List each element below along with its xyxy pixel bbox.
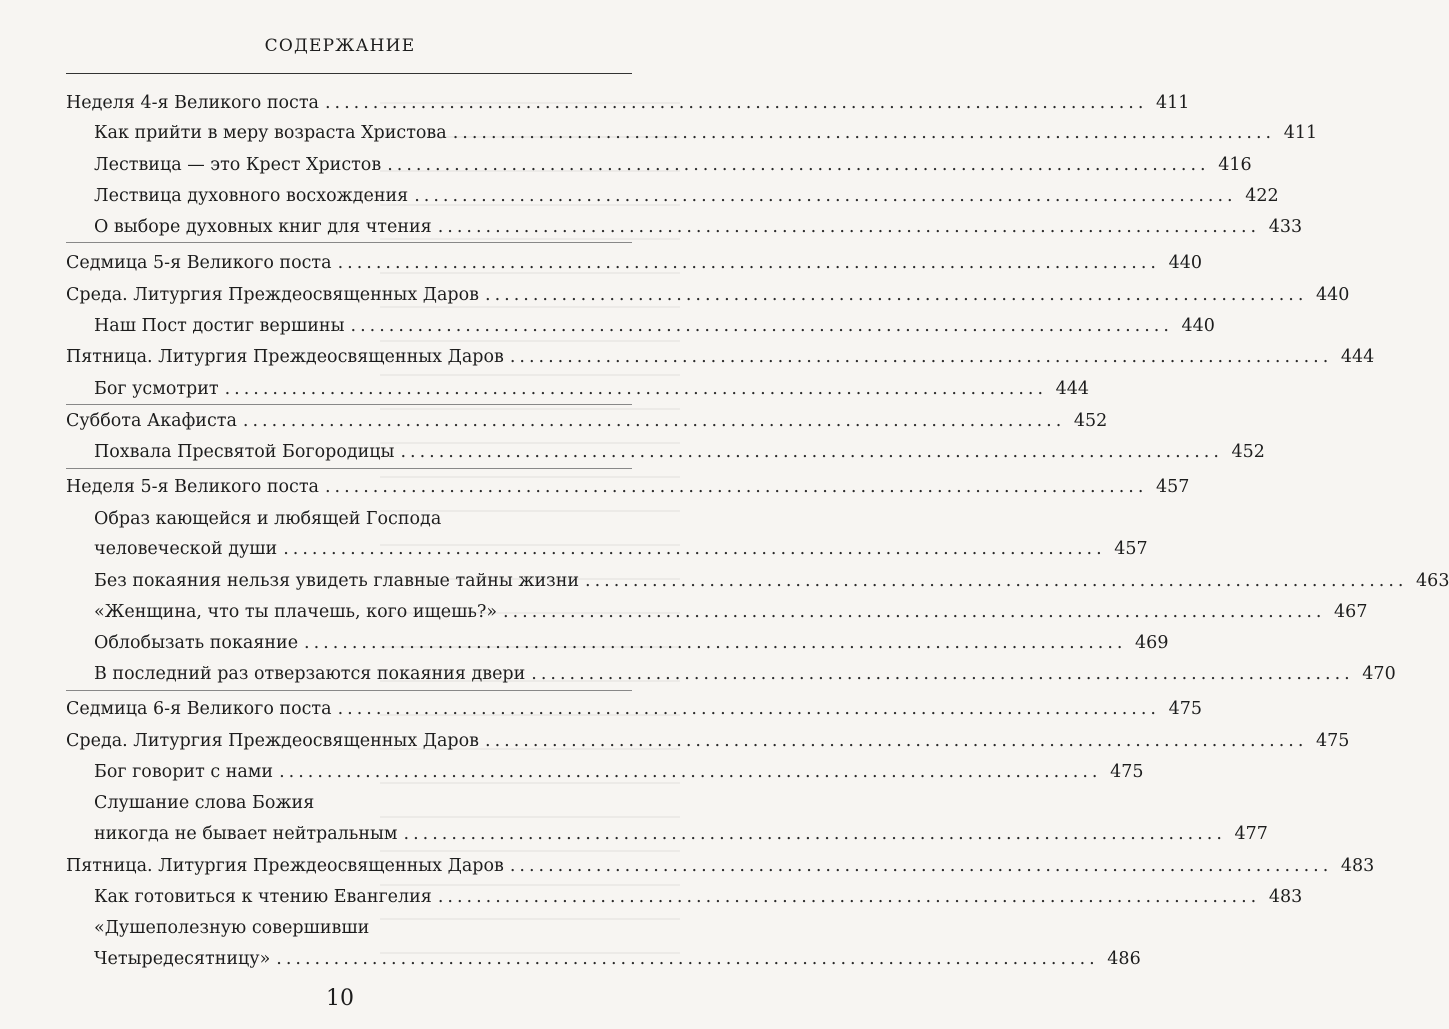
toc-entry-page: 483 bbox=[1268, 887, 1303, 907]
toc-entry-page: 444 bbox=[1340, 347, 1375, 367]
toc-entry bbox=[94, 496, 632, 530]
leader-dots: ...................................................................................... bbox=[224, 379, 1048, 399]
toc-entry bbox=[94, 905, 632, 939]
toc-entry-title: Лествица духовного восхождения bbox=[94, 186, 409, 206]
toc-entry-page: 411 bbox=[1283, 123, 1318, 143]
toc-entry-title: Облобызать покаяние bbox=[94, 633, 299, 653]
toc-entry bbox=[66, 240, 1202, 274]
toc-entry bbox=[94, 142, 1252, 176]
toc-entry-title: Похвала Пресвятой Богородицы bbox=[94, 442, 395, 462]
toc-entry-page: 433 bbox=[1268, 217, 1303, 237]
leader-dots: ...................................................................................... bbox=[531, 664, 1354, 684]
header-rule bbox=[66, 73, 632, 74]
toc-entry-title: человеческой души bbox=[94, 539, 278, 559]
toc-entry-page: 440 bbox=[1316, 285, 1350, 305]
toc-entry-page: 457 bbox=[1155, 477, 1190, 497]
toc-entry-page: 444 bbox=[1055, 379, 1090, 399]
toc-entry-page: 422 bbox=[1245, 186, 1279, 206]
toc-entry bbox=[94, 936, 1141, 970]
toc-entry-title: Бог усмотрит bbox=[94, 379, 219, 399]
toc-entry-title: Среда. Литургия Преждеосвященных Даров bbox=[66, 285, 480, 305]
toc-entry-title: Пятница. Литургия Преждеосвященных Даров bbox=[66, 347, 504, 367]
leader-dots: ...................................................................................... bbox=[276, 949, 1099, 969]
toc-entry-page: 463 bbox=[1416, 571, 1449, 591]
toc-entry bbox=[94, 651, 1396, 685]
toc-entry-page: 486 bbox=[1107, 949, 1141, 969]
toc-entry-page: 483 bbox=[1340, 856, 1375, 876]
leader-dots: ...................................................................................... bbox=[324, 93, 1148, 113]
toc-entry-page: 475 bbox=[1110, 762, 1144, 782]
toc-entry-title: Среда. Литургия Преждеосвященных Даров bbox=[66, 731, 480, 751]
toc-entry bbox=[94, 620, 1169, 654]
leader-dots: ...................................................................................... bbox=[414, 186, 1237, 206]
toc-entry-title: Наш Пост достиг вершины bbox=[94, 316, 345, 336]
toc-entry bbox=[94, 526, 1148, 560]
toc-entry-page: 477 bbox=[1234, 824, 1268, 844]
toc-entry bbox=[94, 558, 1449, 592]
toc-entry bbox=[94, 429, 1265, 463]
leader-dots: ...................................................................................... bbox=[485, 731, 1308, 751]
leader-dots: ...................................................................................... bbox=[437, 887, 1261, 907]
toc-entry-page: 470 bbox=[1362, 664, 1396, 684]
leader-dots: ...................................................................................... bbox=[403, 824, 1226, 844]
toc-entry bbox=[66, 80, 1190, 114]
leader-dots: ...................................................................................... bbox=[350, 316, 1173, 336]
toc-entry bbox=[66, 718, 1350, 752]
toc-entry bbox=[94, 589, 1368, 623]
toc-entry-title: Седмица 6-я Великого поста bbox=[66, 699, 332, 719]
leader-dots: ...................................................................................... bbox=[304, 633, 1127, 653]
toc-entry-page: 440 bbox=[1181, 316, 1215, 336]
toc-entry-title: Суббота Акафиста bbox=[66, 411, 237, 431]
toc-entry-page: 411 bbox=[1155, 93, 1190, 113]
toc-entry-title: Пятница. Литургия Преждеосвященных Даров bbox=[66, 856, 504, 876]
toc-entry-title: Как готовиться к чтению Евангелия bbox=[94, 887, 432, 907]
toc-entry-title: «Душеполезную совершивши bbox=[94, 918, 370, 938]
leader-dots: ...................................................................................... bbox=[242, 411, 1066, 431]
leader-dots: ...................................................................................... bbox=[585, 571, 1408, 591]
toc-entry-title: никогда не бывает нейтральным bbox=[94, 824, 398, 844]
toc-entry-page: 475 bbox=[1168, 699, 1202, 719]
toc-entry bbox=[94, 811, 1268, 845]
leader-dots: ...................................................................................... bbox=[387, 155, 1210, 175]
leader-dots: ...................................................................................... bbox=[509, 856, 1333, 876]
leader-dots: ...................................................................................... bbox=[452, 123, 1276, 143]
toc-entry bbox=[66, 843, 1375, 877]
toc-entry-title: Лествица — это Крест Христов bbox=[94, 155, 382, 175]
page-number: 10 bbox=[326, 986, 354, 1011]
leader-dots: ...................................................................................... bbox=[337, 253, 1160, 273]
toc-entry bbox=[94, 749, 1144, 783]
leader-dots: ...................................................................................... bbox=[437, 217, 1261, 237]
leader-dots: ...................................................................................... bbox=[509, 347, 1333, 367]
toc-entry-page: 467 bbox=[1334, 602, 1368, 622]
toc-entry-title: Как прийти в меру возраста Христова bbox=[94, 123, 447, 143]
toc-entry bbox=[66, 464, 1190, 498]
toc-entry-title: В последний раз отверзаются покаяния двери bbox=[94, 664, 526, 684]
leader-dots: ...................................................................................... bbox=[324, 477, 1148, 497]
toc-entry bbox=[66, 334, 1375, 368]
toc-entry-page: 452 bbox=[1231, 442, 1265, 462]
leader-dots: ...................................................................................... bbox=[503, 602, 1326, 622]
toc-entry-page: 452 bbox=[1073, 411, 1108, 431]
toc-entry-title: Четыредесятницу» bbox=[94, 949, 271, 969]
leader-dots: ...................................................................................... bbox=[485, 285, 1308, 305]
toc-entry bbox=[94, 303, 1215, 337]
toc-entry-page: 416 bbox=[1218, 155, 1252, 175]
leader-dots: ...................................................................................... bbox=[337, 699, 1160, 719]
toc-entry-page: 457 bbox=[1114, 539, 1148, 559]
toc-entry bbox=[66, 398, 1108, 432]
toc-entry-title: Образ кающейся и любящей Господа bbox=[94, 509, 442, 529]
toc-entry bbox=[94, 173, 1279, 207]
page-title: СОДЕРЖАНИЕ bbox=[264, 36, 416, 56]
toc-entry-title: Бог говорит с нами bbox=[94, 762, 274, 782]
toc-entry-title: О выборе духовных книг для чтения bbox=[94, 217, 432, 237]
toc-entry-title: «Женщина, что ты плачешь, кого ищешь?» bbox=[94, 602, 498, 622]
toc-entry bbox=[66, 686, 1202, 720]
leader-dots: ...................................................................................... bbox=[283, 539, 1106, 559]
toc-entry bbox=[94, 204, 1303, 238]
toc-entry bbox=[94, 110, 1318, 144]
toc-entry bbox=[94, 874, 1303, 908]
toc-entry bbox=[94, 780, 632, 814]
toc-entry bbox=[94, 366, 1090, 400]
leader-dots: ...................................................................................... bbox=[400, 442, 1223, 462]
toc-entry-title: Слушание слова Божия bbox=[94, 793, 315, 813]
toc-entry-page: 475 bbox=[1316, 731, 1350, 751]
toc-entry-page: 469 bbox=[1135, 633, 1169, 653]
toc-entry-title: Без покаяния нельзя увидеть главные тайны жизни bbox=[94, 571, 580, 591]
toc-entry-title: Неделя 5-я Великого поста bbox=[66, 477, 319, 497]
toc-entry bbox=[66, 272, 1350, 306]
toc-entry-page: 440 bbox=[1168, 253, 1202, 273]
leader-dots: ...................................................................................... bbox=[279, 762, 1102, 782]
toc-entry-title: Седмица 5-я Великого поста bbox=[66, 253, 332, 273]
toc-entry-title: Неделя 4-я Великого поста bbox=[66, 93, 319, 113]
